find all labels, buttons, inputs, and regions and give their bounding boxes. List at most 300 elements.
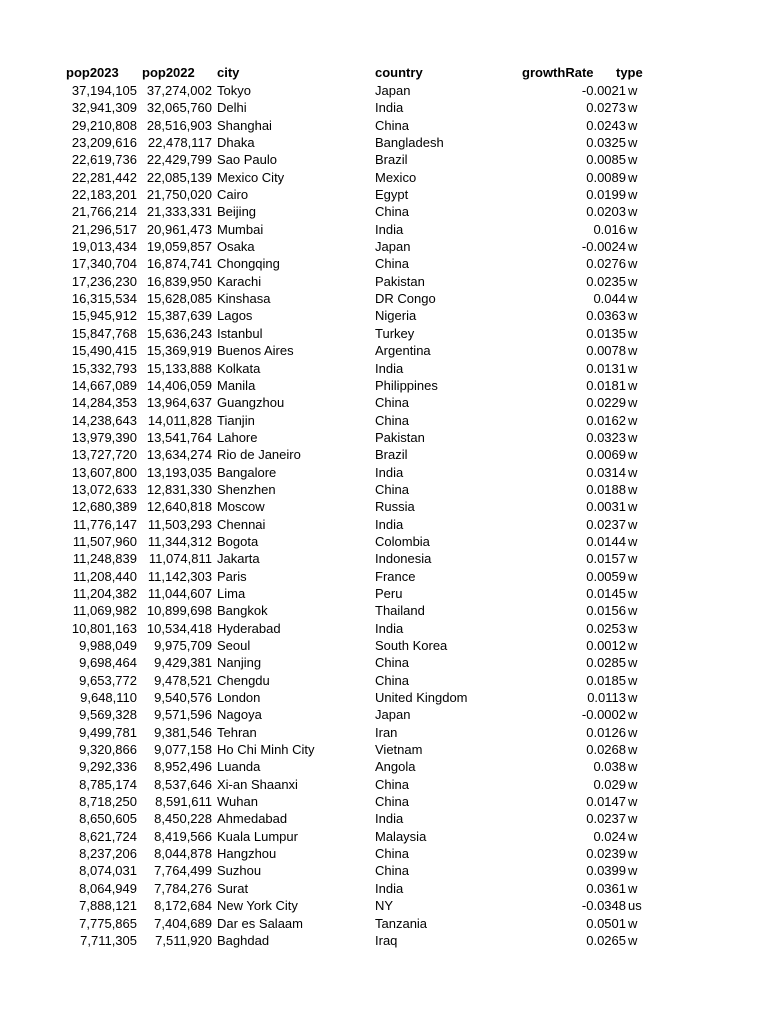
cell-pop2023[interactable]: 13,727,720 [71, 447, 137, 463]
cell-pop2023[interactable]: 9,648,110 [80, 690, 137, 706]
cell-pop2022[interactable]: 11,503,293 [147, 516, 212, 532]
cell-type[interactable]: w [628, 880, 638, 896]
cell-city[interactable]: Seoul [217, 638, 251, 653]
cell-city[interactable]: Istanbul [217, 325, 263, 341]
cell-city[interactable]: Karachi [217, 273, 262, 289]
cell-city[interactable]: Beijing [217, 204, 257, 220]
cell-type[interactable]: w [628, 152, 638, 168]
cell-country[interactable]: China [375, 846, 409, 862]
cell-pop2023[interactable]: 14,238,643 [71, 412, 137, 428]
cell-pop2023[interactable]: 9,320,866 [79, 742, 137, 758]
cell-growth-rate[interactable]: 0.0162 [586, 412, 626, 428]
cell-growth-rate[interactable]: 0.0059 [586, 568, 626, 584]
cell-growth-rate[interactable]: -0.0021 [581, 83, 626, 98]
cell-growth-rate[interactable]: 0.0185 [586, 672, 626, 688]
cell-type[interactable]: w [628, 256, 638, 272]
cell-country[interactable]: India [375, 360, 404, 376]
cell-country[interactable]: China [375, 481, 409, 497]
cell-pop2022[interactable]: 21,333,331 [146, 204, 212, 220]
cell-pop2023[interactable]: 8,718,250 [79, 794, 137, 810]
cell-growth-rate[interactable]: 0.0235 [586, 273, 626, 289]
cell-country[interactable]: Malaysia [375, 828, 427, 844]
cell-pop2022[interactable]: 7,784,276 [154, 880, 212, 896]
cell-type[interactable]: w [628, 638, 638, 653]
cell-pop2023[interactable]: 9,988,049 [79, 638, 137, 653]
cell-country[interactable]: China [375, 776, 409, 792]
cell-growth-rate[interactable]: 0.0199 [586, 187, 626, 203]
cell-growth-rate[interactable]: 0.0237 [586, 516, 626, 532]
cell-type[interactable]: w [628, 724, 638, 740]
cell-pop2023[interactable]: 11,208,440 [72, 568, 137, 584]
cell-pop2023[interactable]: 22,183,201 [71, 187, 137, 203]
cell-pop2022[interactable]: 10,899,698 [146, 603, 212, 619]
cell-city[interactable]: Lima [217, 585, 246, 601]
cell-growth-rate[interactable]: 0.0069 [586, 447, 626, 463]
cell-country[interactable]: Mexico [375, 169, 417, 185]
cell-country[interactable]: India [375, 221, 404, 237]
cell-type[interactable]: w [628, 429, 638, 445]
header-country[interactable]: country [375, 65, 423, 80]
cell-pop2023[interactable]: 29,210,808 [71, 117, 137, 133]
cell-city[interactable]: Sao Paulo [217, 152, 277, 168]
cell-city[interactable]: London [217, 690, 261, 706]
cell-type[interactable]: w [628, 83, 638, 98]
cell-pop2023[interactable]: 16,315,534 [71, 291, 137, 307]
cell-growth-rate[interactable]: 0.0268 [586, 742, 626, 758]
cell-type[interactable]: w [628, 169, 638, 185]
cell-pop2023[interactable]: 11,069,982 [72, 603, 137, 619]
cell-city[interactable]: Shanghai [217, 117, 272, 133]
cell-growth-rate[interactable]: 0.0243 [586, 117, 626, 133]
cell-growth-rate[interactable]: 0.0181 [586, 377, 626, 393]
cell-pop2022[interactable]: 15,369,919 [146, 343, 212, 359]
cell-pop2023[interactable]: 11,248,839 [72, 551, 137, 567]
cell-country[interactable]: Thailand [375, 603, 425, 619]
cell-country[interactable]: Tanzania [375, 915, 428, 931]
cell-growth-rate[interactable]: 0.038 [593, 759, 626, 775]
cell-pop2023[interactable]: 9,499,781 [79, 724, 137, 740]
cell-country[interactable]: Vietnam [375, 742, 423, 758]
cell-country[interactable]: Japan [375, 83, 411, 98]
cell-pop2023[interactable]: 37,194,105 [71, 83, 137, 98]
cell-growth-rate[interactable]: 0.0361 [586, 880, 626, 896]
cell-country[interactable]: NY [375, 898, 394, 914]
cell-pop2022[interactable]: 22,429,799 [146, 152, 212, 168]
cell-growth-rate[interactable]: 0.0265 [586, 932, 626, 948]
cell-pop2022[interactable]: 8,591,611 [155, 794, 212, 810]
cell-country[interactable]: Egypt [375, 187, 409, 203]
cell-type[interactable]: w [628, 395, 638, 411]
cell-country[interactable]: South Korea [375, 638, 448, 653]
cell-pop2022[interactable]: 7,511,920 [155, 932, 212, 948]
cell-growth-rate[interactable]: 0.029 [593, 776, 626, 792]
cell-city[interactable]: Manila [217, 377, 256, 393]
cell-city[interactable]: Cairo [217, 187, 249, 203]
cell-pop2023[interactable]: 15,332,793 [71, 360, 137, 376]
cell-country[interactable]: India [375, 811, 404, 827]
cell-country[interactable]: China [375, 655, 409, 671]
cell-country[interactable]: Pakistan [375, 273, 425, 289]
cell-type[interactable]: w [628, 828, 638, 844]
cell-city[interactable]: Nanjing [217, 655, 262, 671]
cell-growth-rate[interactable]: 0.0012 [586, 638, 626, 653]
cell-country[interactable]: Iran [375, 724, 398, 740]
cell-pop2022[interactable]: 22,478,117 [147, 135, 212, 151]
cell-pop2022[interactable]: 15,133,888 [146, 360, 212, 376]
cell-country[interactable]: Colombia [375, 533, 430, 549]
cell-country[interactable]: China [375, 256, 409, 272]
cell-country[interactable]: Angola [375, 759, 416, 775]
cell-growth-rate[interactable]: 0.0501 [586, 915, 626, 931]
cell-pop2022[interactable]: 8,419,566 [154, 828, 212, 844]
cell-pop2023[interactable]: 8,064,949 [79, 880, 137, 896]
cell-type[interactable]: w [628, 516, 638, 532]
cell-city[interactable]: Suzhou [217, 863, 262, 879]
cell-city[interactable]: Tianjin [217, 412, 255, 428]
cell-type[interactable]: w [628, 915, 638, 931]
cell-growth-rate[interactable]: 0.0188 [586, 481, 626, 497]
cell-country[interactable]: China [375, 395, 409, 411]
cell-growth-rate[interactable]: 0.0203 [586, 204, 626, 220]
cell-pop2022[interactable]: 8,952,496 [154, 759, 212, 775]
cell-pop2022[interactable]: 13,964,637 [146, 395, 212, 411]
cell-city[interactable]: Jakarta [217, 551, 260, 567]
cell-growth-rate[interactable]: 0.0399 [586, 863, 626, 879]
cell-pop2022[interactable]: 16,839,950 [146, 273, 212, 289]
cell-pop2023[interactable]: 11,204,382 [72, 585, 137, 601]
cell-country[interactable]: India [375, 620, 404, 636]
cell-type[interactable]: w [628, 932, 638, 948]
cell-growth-rate[interactable]: 0.0126 [586, 724, 626, 740]
cell-type[interactable]: us [628, 898, 642, 914]
cell-country[interactable]: Japan [375, 707, 411, 723]
cell-pop2022[interactable]: 10,534,418 [146, 620, 212, 636]
cell-type[interactable]: w [628, 846, 638, 862]
cell-city[interactable]: Bogota [217, 533, 259, 549]
cell-country[interactable]: Turkey [375, 325, 415, 341]
cell-type[interactable]: w [628, 603, 638, 619]
cell-country[interactable]: Nigeria [375, 308, 417, 324]
cell-pop2023[interactable]: 13,072,633 [71, 481, 137, 497]
cell-pop2022[interactable]: 16,874,741 [146, 256, 212, 272]
cell-pop2022[interactable]: 14,011,828 [147, 412, 212, 428]
cell-growth-rate[interactable]: 0.0323 [586, 429, 626, 445]
cell-country[interactable]: China [375, 204, 409, 220]
cell-type[interactable]: w [628, 499, 638, 515]
cell-pop2023[interactable]: 22,619,736 [71, 152, 137, 168]
cell-city[interactable]: Kolkata [217, 360, 261, 376]
cell-pop2022[interactable]: 8,537,646 [154, 776, 212, 792]
cell-growth-rate[interactable]: 0.0089 [586, 169, 626, 185]
cell-type[interactable]: w [628, 690, 638, 706]
cell-pop2023[interactable]: 17,236,230 [71, 273, 137, 289]
cell-city[interactable]: Surat [217, 880, 249, 896]
cell-pop2023[interactable]: 7,711,305 [80, 932, 137, 948]
cell-pop2023[interactable]: 23,209,616 [71, 135, 137, 151]
cell-country[interactable]: Argentina [375, 343, 431, 359]
cell-type[interactable]: w [628, 776, 638, 792]
cell-city[interactable]: Mexico City [217, 169, 285, 185]
cell-pop2022[interactable]: 32,065,760 [146, 100, 212, 116]
cell-type[interactable]: w [628, 481, 638, 497]
cell-city[interactable]: Delhi [217, 100, 247, 116]
cell-growth-rate[interactable]: 0.0144 [586, 533, 626, 549]
cell-country[interactable]: China [375, 117, 409, 133]
cell-city[interactable]: Nagoya [217, 707, 262, 723]
cell-type[interactable]: w [628, 707, 638, 723]
cell-pop2023[interactable]: 14,667,089 [71, 377, 137, 393]
header-type[interactable]: type [616, 65, 643, 80]
cell-city[interactable]: Kinshasa [217, 291, 271, 307]
cell-city[interactable]: Bangalore [217, 464, 277, 480]
cell-city[interactable]: Tokyo [217, 83, 251, 98]
cell-type[interactable]: w [628, 464, 638, 480]
cell-city[interactable]: Shenzhen [217, 481, 276, 497]
cell-pop2023[interactable]: 15,945,912 [71, 308, 137, 324]
cell-pop2022[interactable]: 8,450,228 [154, 811, 212, 827]
cell-pop2022[interactable]: 14,406,059 [146, 377, 212, 393]
cell-country[interactable]: Philippines [375, 377, 438, 393]
cell-city[interactable]: Buenos Aires [217, 343, 294, 359]
cell-city[interactable]: Xi-an Shaanxi [217, 776, 298, 792]
cell-city[interactable]: Chengdu [217, 672, 270, 688]
cell-pop2022[interactable]: 15,387,639 [146, 308, 212, 324]
cell-pop2023[interactable]: 8,621,724 [79, 828, 137, 844]
cell-pop2022[interactable]: 11,142,303 [147, 568, 212, 584]
header-growth-rate[interactable]: growthRate [522, 65, 594, 80]
cell-type[interactable]: w [628, 325, 638, 341]
cell-growth-rate[interactable]: 0.024 [593, 828, 626, 844]
cell-city[interactable]: Kuala Lumpur [217, 828, 298, 844]
cell-pop2022[interactable]: 11,044,607 [147, 585, 212, 601]
cell-pop2023[interactable]: 10,801,163 [71, 620, 137, 636]
cell-country[interactable]: Iraq [375, 932, 398, 948]
cell-pop2023[interactable]: 15,847,768 [71, 325, 137, 341]
cell-pop2023[interactable]: 8,074,031 [79, 863, 137, 879]
cell-country[interactable]: Brazil [375, 152, 408, 168]
cell-city[interactable]: Osaka [217, 239, 255, 255]
cell-pop2023[interactable]: 14,284,353 [71, 395, 137, 411]
cell-city[interactable]: Lagos [217, 308, 253, 324]
cell-city[interactable]: Mumbai [217, 221, 264, 237]
cell-pop2022[interactable]: 9,429,381 [154, 655, 212, 671]
cell-country[interactable]: Pakistan [375, 429, 425, 445]
cell-pop2022[interactable]: 7,764,499 [154, 863, 212, 879]
cell-type[interactable]: w [628, 533, 638, 549]
cell-pop2022[interactable]: 19,059,857 [146, 239, 212, 255]
cell-pop2023[interactable]: 9,292,336 [79, 759, 137, 775]
cell-growth-rate[interactable]: -0.0024 [581, 239, 626, 255]
cell-type[interactable]: w [628, 811, 638, 827]
cell-growth-rate[interactable]: 0.0113 [587, 690, 626, 706]
cell-pop2023[interactable]: 13,979,390 [71, 429, 137, 445]
cell-pop2023[interactable]: 22,281,442 [71, 169, 137, 185]
cell-country[interactable]: United Kingdom [375, 690, 468, 706]
cell-city[interactable]: Wuhan [217, 794, 258, 810]
header-city[interactable]: city [217, 65, 240, 80]
cell-country[interactable]: China [375, 672, 409, 688]
cell-pop2022[interactable]: 37,274,002 [146, 83, 212, 98]
cell-city[interactable]: Chongqing [217, 256, 280, 272]
cell-pop2022[interactable]: 28,516,903 [146, 117, 212, 133]
cell-country[interactable]: Peru [375, 585, 403, 601]
cell-pop2022[interactable]: 8,044,878 [154, 846, 212, 862]
cell-growth-rate[interactable]: 0.0239 [586, 846, 626, 862]
cell-city[interactable]: Dhaka [217, 135, 255, 151]
cell-city[interactable]: Bangkok [217, 603, 268, 619]
cell-city[interactable]: Baghdad [217, 932, 270, 948]
cell-city[interactable]: Chennai [217, 516, 266, 532]
cell-pop2023[interactable]: 21,296,517 [71, 221, 137, 237]
cell-growth-rate[interactable]: 0.0253 [586, 620, 626, 636]
cell-pop2023[interactable]: 17,340,704 [71, 256, 137, 272]
cell-country[interactable]: India [375, 880, 404, 896]
cell-country[interactable]: India [375, 516, 404, 532]
cell-city[interactable]: Dar es Salaam [217, 915, 303, 931]
cell-type[interactable]: w [628, 204, 638, 220]
cell-city[interactable]: New York City [217, 898, 298, 914]
cell-pop2023[interactable]: 7,775,865 [79, 915, 137, 931]
cell-pop2022[interactable]: 11,074,811 [148, 551, 212, 567]
cell-pop2022[interactable]: 22,085,139 [146, 169, 212, 185]
cell-pop2022[interactable]: 13,193,035 [146, 464, 212, 480]
cell-country[interactable]: India [375, 100, 404, 116]
header-pop2023[interactable]: pop2023 [66, 65, 119, 80]
cell-pop2023[interactable]: 11,507,960 [72, 533, 137, 549]
cell-pop2022[interactable]: 21,750,020 [146, 187, 212, 203]
cell-growth-rate[interactable]: 0.0325 [586, 135, 626, 151]
cell-growth-rate[interactable]: -0.0002 [581, 707, 626, 723]
cell-growth-rate[interactable]: 0.0031 [586, 499, 626, 515]
cell-country[interactable]: Brazil [375, 447, 408, 463]
cell-city[interactable]: Lahore [217, 429, 258, 445]
cell-type[interactable]: w [628, 343, 638, 359]
cell-growth-rate[interactable]: 0.0229 [586, 395, 626, 411]
cell-type[interactable]: w [628, 568, 638, 584]
cell-growth-rate[interactable]: 0.044 [593, 291, 626, 307]
cell-country[interactable]: Japan [375, 239, 411, 255]
cell-growth-rate[interactable]: 0.0314 [586, 464, 626, 480]
cell-growth-rate[interactable]: 0.0085 [586, 152, 626, 168]
cell-growth-rate[interactable]: 0.0145 [586, 585, 626, 601]
cell-type[interactable]: w [628, 187, 638, 203]
cell-city[interactable]: Hangzhou [217, 846, 277, 862]
cell-growth-rate[interactable]: 0.0237 [586, 811, 626, 827]
cell-type[interactable]: w [628, 620, 638, 636]
cell-pop2022[interactable]: 15,636,243 [146, 325, 212, 341]
cell-pop2022[interactable]: 8,172,684 [154, 898, 212, 914]
cell-city[interactable]: Ho Chi Minh City [217, 742, 315, 758]
cell-country[interactable]: DR Congo [375, 291, 436, 307]
cell-type[interactable]: w [628, 551, 638, 567]
cell-type[interactable]: w [628, 742, 638, 758]
cell-pop2023[interactable]: 8,650,605 [79, 811, 137, 827]
cell-city[interactable]: Rio de Janeiro [217, 447, 301, 463]
cell-type[interactable]: w [628, 239, 638, 255]
cell-pop2022[interactable]: 13,541,764 [146, 429, 212, 445]
cell-type[interactable]: w [628, 655, 638, 671]
cell-country[interactable]: France [375, 568, 416, 584]
cell-type[interactable]: w [628, 360, 638, 376]
cell-city[interactable]: Ahmedabad [217, 811, 288, 827]
cell-city[interactable]: Hyderabad [217, 620, 281, 636]
cell-country[interactable]: China [375, 863, 409, 879]
cell-country[interactable]: Indonesia [375, 551, 432, 567]
cell-city[interactable]: Luanda [217, 759, 261, 775]
cell-pop2022[interactable]: 20,961,473 [146, 221, 212, 237]
cell-type[interactable]: w [628, 135, 638, 151]
cell-growth-rate[interactable]: 0.0131 [586, 360, 626, 376]
cell-type[interactable]: w [628, 863, 638, 879]
cell-pop2023[interactable]: 8,785,174 [79, 776, 137, 792]
cell-pop2022[interactable]: 9,571,596 [154, 707, 212, 723]
cell-growth-rate[interactable]: 0.0285 [586, 655, 626, 671]
cell-pop2022[interactable]: 7,404,689 [154, 915, 212, 931]
cell-pop2022[interactable]: 9,975,709 [154, 638, 212, 653]
cell-type[interactable]: w [628, 412, 638, 428]
cell-type[interactable]: w [628, 308, 638, 324]
cell-growth-rate[interactable]: -0.0348 [581, 898, 626, 914]
cell-pop2023[interactable]: 21,766,214 [71, 204, 137, 220]
cell-pop2023[interactable]: 32,941,309 [71, 100, 137, 116]
cell-pop2022[interactable]: 9,381,546 [154, 724, 212, 740]
cell-growth-rate[interactable]: 0.016 [593, 221, 626, 237]
cell-type[interactable]: w [628, 585, 638, 601]
cell-type[interactable]: w [628, 117, 638, 133]
cell-pop2023[interactable]: 19,013,434 [71, 239, 137, 255]
cell-type[interactable]: w [628, 221, 638, 237]
cell-growth-rate[interactable]: 0.0157 [586, 551, 626, 567]
cell-type[interactable]: w [628, 100, 638, 116]
cell-pop2022[interactable]: 9,077,158 [154, 742, 212, 758]
cell-growth-rate[interactable]: 0.0363 [586, 308, 626, 324]
cell-type[interactable]: w [628, 291, 638, 307]
cell-pop2022[interactable]: 12,831,330 [146, 481, 212, 497]
cell-country[interactable]: Russia [375, 499, 415, 515]
cell-pop2023[interactable]: 9,698,464 [79, 655, 137, 671]
cell-type[interactable]: w [628, 447, 638, 463]
cell-type[interactable]: w [628, 794, 638, 810]
cell-city[interactable]: Paris [217, 568, 247, 584]
cell-type[interactable]: w [628, 759, 638, 775]
cell-pop2022[interactable]: 15,628,085 [146, 291, 212, 307]
cell-city[interactable]: Guangzhou [217, 395, 285, 411]
cell-pop2022[interactable]: 13,634,274 [146, 447, 212, 463]
cell-pop2022[interactable]: 9,540,576 [154, 690, 212, 706]
cell-pop2023[interactable]: 13,607,800 [71, 464, 137, 480]
cell-pop2023[interactable]: 11,776,147 [72, 516, 137, 532]
cell-country[interactable]: Bangladesh [375, 135, 444, 151]
cell-growth-rate[interactable]: 0.0156 [586, 603, 626, 619]
cell-pop2023[interactable]: 8,237,206 [79, 846, 137, 862]
cell-city[interactable]: Moscow [217, 499, 265, 515]
header-pop2022[interactable]: pop2022 [142, 65, 195, 80]
cell-pop2023[interactable]: 7,888,121 [79, 898, 137, 914]
cell-pop2022[interactable]: 9,478,521 [154, 672, 212, 688]
cell-country[interactable]: India [375, 464, 404, 480]
cell-pop2022[interactable]: 12,640,818 [146, 499, 212, 515]
cell-type[interactable]: w [628, 273, 638, 289]
cell-country[interactable]: China [375, 794, 409, 810]
cell-growth-rate[interactable]: 0.0135 [586, 325, 626, 341]
cell-pop2023[interactable]: 9,569,328 [79, 707, 137, 723]
cell-pop2023[interactable]: 9,653,772 [79, 672, 137, 688]
cell-growth-rate[interactable]: 0.0273 [586, 100, 626, 116]
cell-city[interactable]: Tehran [217, 724, 257, 740]
cell-pop2023[interactable]: 12,680,389 [71, 499, 137, 515]
cell-country[interactable]: China [375, 412, 409, 428]
cell-pop2023[interactable]: 15,490,415 [71, 343, 137, 359]
